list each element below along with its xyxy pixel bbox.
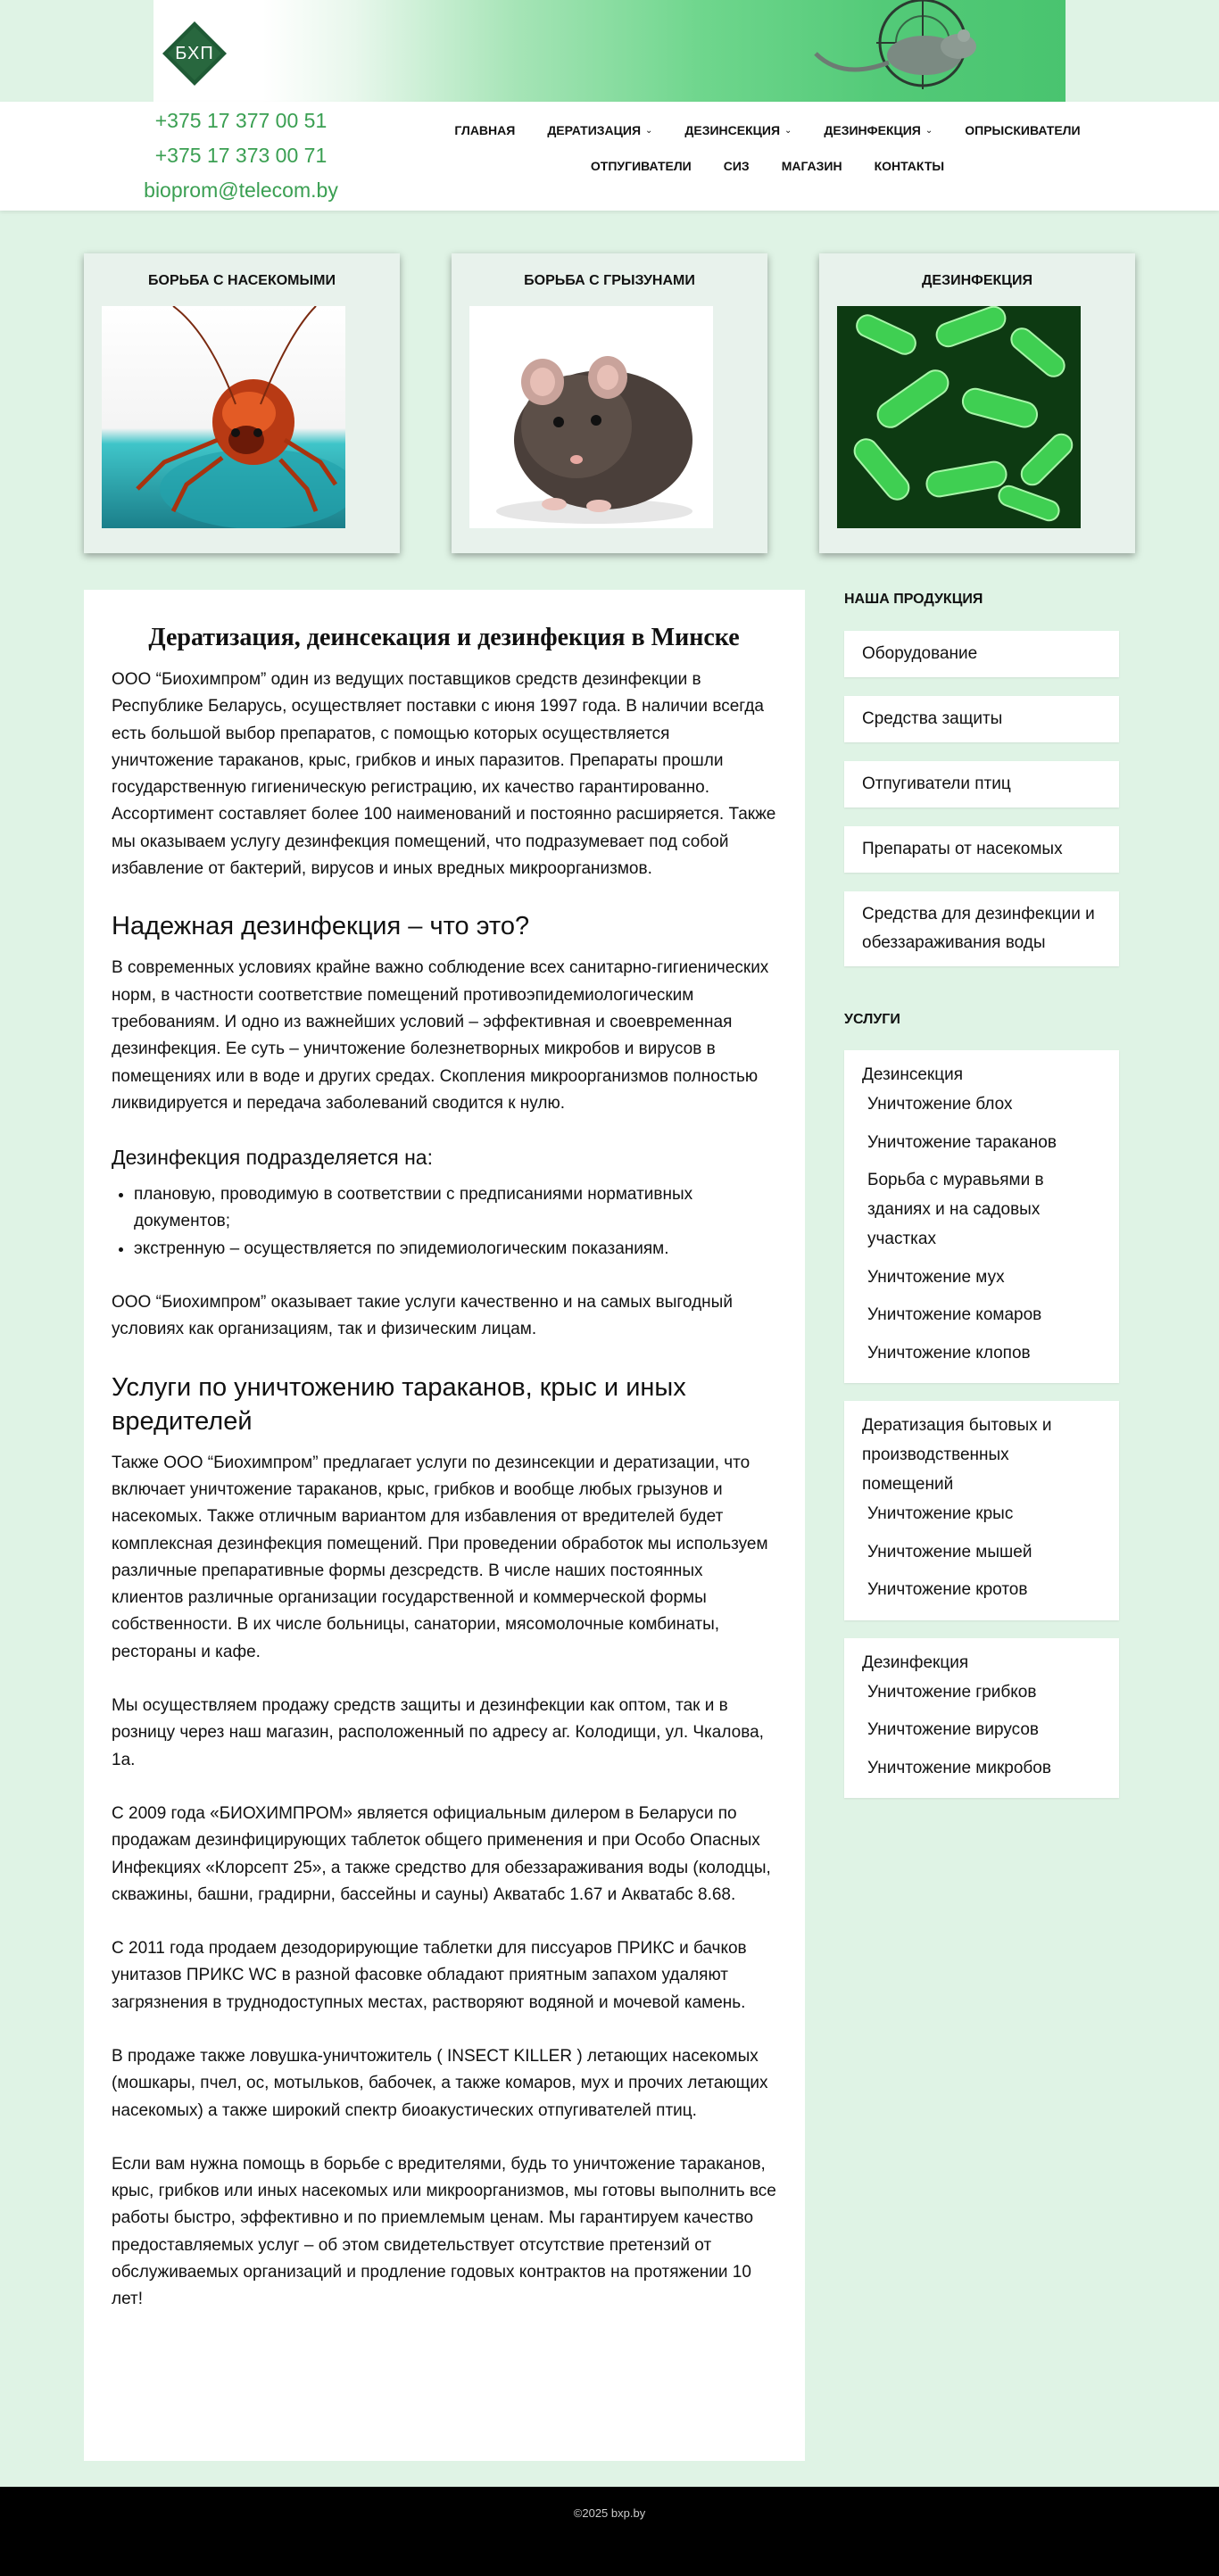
chevron-down-icon: ⌄ [645, 125, 653, 136]
rat-icon [469, 306, 713, 528]
nav-item-contacts[interactable] [875, 159, 944, 173]
nav-item-deratization[interactable] [547, 123, 652, 137]
chevron-down-icon: ⌄ [784, 125, 792, 136]
nav-item-ppe[interactable] [724, 159, 750, 173]
service-link[interactable]: Уничтожение комаров [867, 1305, 1042, 1324]
product-link-bird-repellers[interactable]: Отпугиватели птиц [844, 761, 1119, 808]
article-paragraph: С 2011 года продаем дезодорирующие таблетки для писсуаров ПРИКС и бачков унитазов ПРИКС WC в разной фасовке обладают приятным запахом удаляют загрязнения в труднодоступных местах, растворяют водяной и мочевой камень. [112, 1939, 747, 2012]
nav-label: ДЕЗИНСЕКЦИЯ [684, 123, 781, 137]
copyright-text: ©2025 bxp.by [573, 2506, 646, 2520]
service-link[interactable]: Уничтожение мышей [867, 1542, 1032, 1561]
products-heading: НАША ПРОДУКЦИЯ [844, 592, 983, 607]
service-link[interactable]: Уничтожение микробов [867, 1758, 1051, 1777]
list-item: • экстренную – осуществляется по эпидемиологическим показаниям. [134, 1236, 776, 1263]
article-paragraph: Мы осуществляем продажу средств защиты и дезинфекции как оптом, так и в розницу через наш магазин, расположенный по адресу аг. Колодищи, ул. Чкалова, 1а. [112, 1696, 764, 1769]
article-paragraph: В современных условиях крайне важно соблюдение всех санитарно-гигиенических норм, в частности соответствие помещений противоэпидемиологическим требованиям. И одно из важнейших условий – эффективная и своевременная дезинфекция. Ее суть – уничтожение болезнетворных микробов и вирусов в помещениях или в воде и других средах. Скопления микроорганизмов полностью ликвидируется и передача заболеваний сводится к нулю. [112, 958, 769, 1113]
main-nav [437, 112, 1098, 184]
cockroach-icon [102, 306, 345, 528]
card-disinfection[interactable] [819, 253, 1135, 553]
nav-item-home[interactable] [454, 123, 515, 137]
nav-item-repellers[interactable] [591, 159, 692, 173]
service-group-title[interactable]: Дезинфекция [862, 1652, 969, 1672]
list-item: • плановую, проводимую в соответствии с предписаниями нормативных документов; [134, 1181, 776, 1236]
service-group-disinfection [844, 1638, 1119, 1799]
main-article [84, 590, 805, 2461]
service-group-title[interactable]: Дезинсекция [862, 1065, 963, 1084]
article-paragraph: С 2009 года «БИОХИМПРОМ» является официальным дилером в Беларуси по продажам дезинфицирующих таблеток общего применения и при Особо Опасных Инфекциях «Клорсепт 25», а также средство для обеззараживания воды (колодцы, скважины, башни, градирни, бассейны и сауны) Акватабс 1.67 и Акватабс 8.68. [112, 1803, 771, 1904]
banner-image [153, 0, 1066, 102]
contact-block [134, 102, 348, 208]
chevron-down-icon: ⌄ [925, 125, 933, 136]
page-title: Дератизация, деинсекация и дезинфекция в Минске [148, 624, 740, 651]
phone-2[interactable]: +375 17 373 00 71 [154, 144, 328, 167]
section-heading-services: Услуги по уничтожению тараканов, крыс и иных вредителей [112, 1372, 686, 1436]
nav-row-1 [437, 112, 1098, 148]
site-logo[interactable] [161, 20, 220, 87]
rat-image[interactable] [469, 306, 713, 528]
card-title: БОРЬБА С НАСЕКОМЫМИ [148, 273, 336, 288]
service-link[interactable]: Борьба с муравьями в зданиях и на садовых участках [867, 1171, 1044, 1248]
service-link[interactable]: Уничтожение кротов [867, 1580, 1028, 1599]
card-insects[interactable] [84, 253, 400, 553]
nav-label: ОПРЫСКИВАТЕЛИ [965, 123, 1081, 137]
nav-label: МАГАЗИН [781, 159, 842, 173]
cockroach-image[interactable] [102, 306, 345, 528]
service-link[interactable]: Уничтожение вирусов [867, 1720, 1040, 1739]
section-heading-disinfection: Надежная дезинфекция – что это? [112, 912, 530, 941]
nav-label: ДЕРАТИЗАЦИЯ [547, 123, 642, 137]
article-intro: ООО “Биохимпром” один из ведущих поставщиков средств дезинфекции в Республике Беларусь, осуществляет поставки с июня 1997 года. В наличии всегда есть большой выбор препаратов, с помощью которых осуществляется уничтожение тараканов, крыс, грибков и иных паразитов. Препараты прошли государственную гигиеническую регистрацию, их качество гарантированно. Ассортимент составляет более 100 наименований и постоянно расширяется. Также мы оказываем услугу дезинфекция помещений, что подразумевает под собой избавление от бактерий, вирусов и иных вредных микроорганизмов. [112, 670, 776, 879]
nav-label: КОНТАКТЫ [874, 159, 945, 173]
nav-label: ДЕЗИНФЕКЦИЯ [824, 123, 921, 137]
service-group-title[interactable]: Дератизация бытовых и производственных помещений [862, 1416, 1052, 1494]
nav-item-disinsection[interactable] [684, 123, 792, 137]
phone-1[interactable]: +375 17 377 00 51 [154, 109, 328, 132]
nav-item-sprayers[interactable] [965, 123, 1080, 137]
card-title: ДЕЗИНФЕКЦИЯ [922, 273, 1032, 288]
service-link[interactable]: Уничтожение тараканов [867, 1132, 1057, 1152]
product-link-insecticides[interactable]: Препараты от насекомых [844, 826, 1119, 873]
bacteria-icon [837, 306, 1081, 528]
types-list [134, 1181, 776, 1263]
nav-label: ОТПУГИВАТЕЛИ [590, 159, 692, 173]
card-title: БОРЬБА С ГРЫЗУНАМИ [524, 273, 695, 288]
crosshair-rat-icon [807, 0, 1030, 102]
service-link[interactable]: Уничтожение мух [867, 1267, 1005, 1287]
subheading-types: Дезинфекция подразделяется на: [112, 1146, 433, 1170]
nav-label: СИЗ [723, 159, 750, 173]
sidebar [844, 589, 1119, 1816]
service-group-deratization [844, 1401, 1119, 1620]
nav-row-2 [437, 148, 1098, 184]
service-link[interactable]: Уничтожение клопов [867, 1343, 1031, 1363]
article-paragraph: Если вам нужна помощь в борьбе с вредителями, будь то уничтожение тараканов, крыс, грибков или иных насекомых или микроорганизмов, мы готовы выполнить все работы быстро, эффективно и по приемлемым ценам. Мы гарантируем качество предоставляемых услуг – об этом свидетельствует отсутствие претензий от обслуживаемых организаций и продление годовых контрактов на протяжении 10 лет! [112, 2154, 776, 2309]
nav-item-disinfection[interactable] [824, 123, 933, 137]
logo-text: БХП [175, 43, 214, 63]
header-bar [0, 102, 1219, 211]
service-group-disinsection [844, 1050, 1119, 1383]
bacteria-image[interactable] [837, 306, 1081, 528]
article-paragraph: ООО “Биохимпром” оказывает такие услуги качественно и на самых выгодный условиях как организациям, так и физическим лицам. [112, 1293, 733, 1339]
email-link[interactable]: bioprom@telecom.by [144, 178, 338, 202]
product-link-equipment[interactable]: Оборудование [844, 631, 1119, 677]
product-link-protection[interactable]: Средства защиты [844, 696, 1119, 742]
article-paragraph: Также ООО “Биохимпром” предлагает услуги по дезинсекции и дератизации, что включает уничтожение тараканов, крыс, грибков и вообще любых грызунов и насекомых. Также отличным вариантом для избавления от вредителей будет комплексная дезинфекция помещений. При проведении обработок мы используем различные препаративные формы дезсредств. В числе наших постоянных клиентов различные организации государственной и коммерческой формы собственности. В их числе больницы, санатории, мясомолочные комбинаты, рестораны и кафе. [112, 1453, 768, 1661]
card-rodents[interactable] [452, 253, 767, 553]
service-link[interactable]: Уничтожение крыс [867, 1504, 1014, 1523]
header-banner [0, 0, 1219, 102]
product-link-water-disinfection[interactable]: Средства для дезинфекции и обеззараживания воды [844, 891, 1119, 966]
footer [0, 2487, 1219, 2576]
service-link[interactable]: Уничтожение блох [867, 1095, 1013, 1114]
services-heading: УСЛУГИ [844, 1012, 900, 1027]
service-link[interactable]: Уничтожение грибков [867, 1682, 1037, 1702]
nav-label: ГЛАВНАЯ [454, 123, 516, 137]
article-paragraph: В продаже также ловушка-уничтожитель ( INSECT KILLER ) летающих насекомых (мошкары, пчел, ос, мотыльков, бабочек, а также комаров, мух и прочих летающих насекомых) а также широкий спектр биоакустических отпугивателей птиц. [112, 2046, 768, 2120]
nav-item-shop[interactable] [782, 159, 842, 173]
